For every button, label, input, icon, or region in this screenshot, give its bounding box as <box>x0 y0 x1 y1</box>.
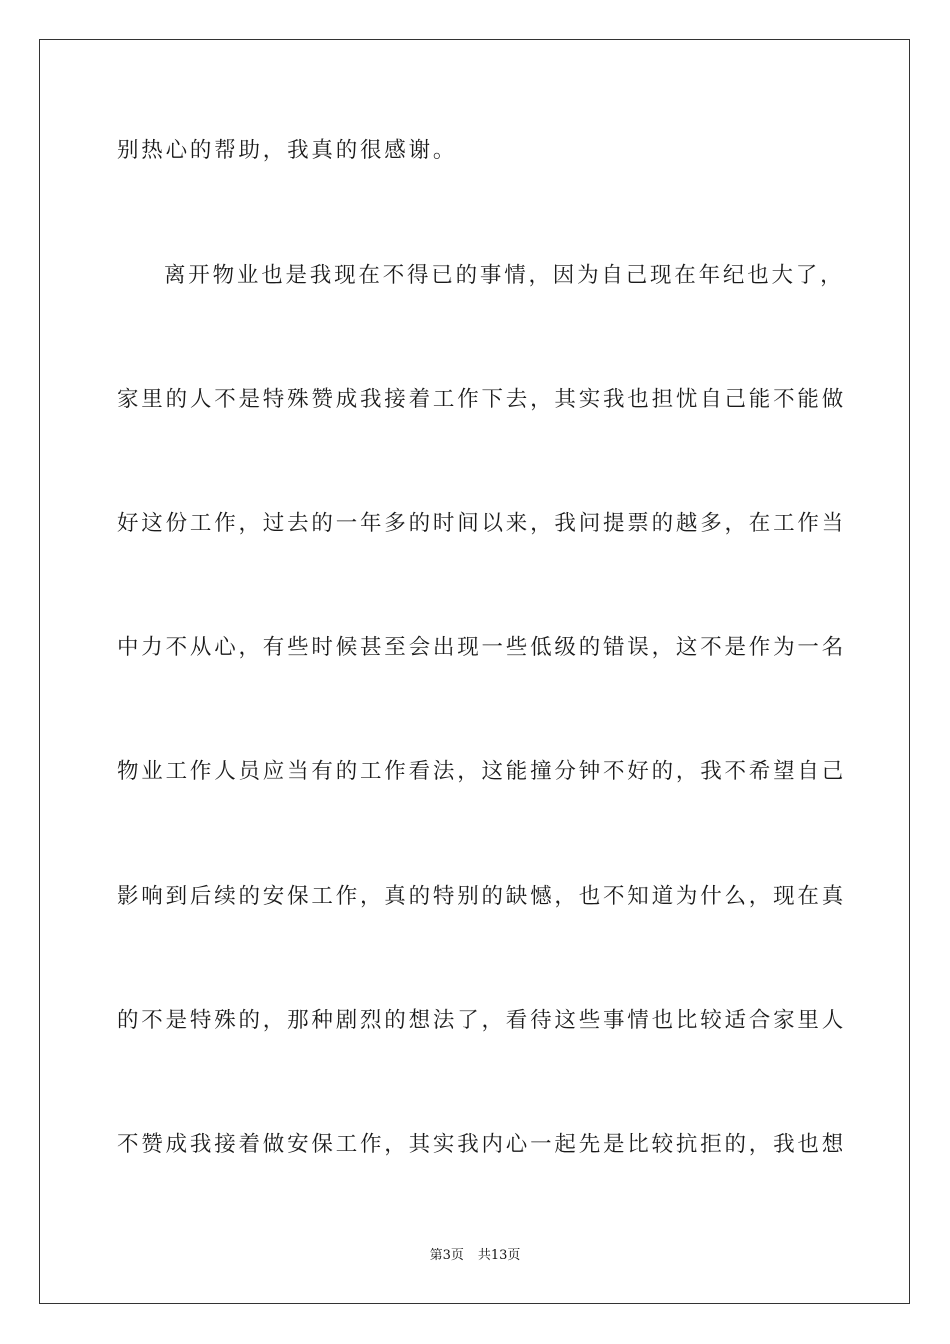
text-line: 物业工作人员应当有的工作看法，这能撞分钟不好的，我不希望自己 <box>117 759 847 784</box>
text-line: 影响到后续的安保工作，真的特别的缺憾，也不知道为什么，现在真 <box>117 884 847 909</box>
text-line: 家里的人不是特殊赞成我接着工作下去，其实我也担忧自己能不能做 <box>117 387 847 412</box>
page-total: 共13页 <box>477 1248 521 1263</box>
paragraph-first-line: 离开物业也是我现在不得已的事情，因为自己现在年纪也大了， <box>164 263 845 288</box>
page-number: 第3页 <box>429 1248 464 1263</box>
text-line: 的不是特殊的，那种剧烈的想法了，看待这些事情也比较适合家里人 <box>117 1008 847 1033</box>
page-footer <box>0 1247 950 1265</box>
page-border <box>39 39 910 1304</box>
text-line: 好这份工作，过去的一年多的时间以来，我问提票的越多，在工作当 <box>117 511 847 536</box>
text-line: 不赞成我接着做安保工作，其实我内心一起先是比较抗拒的，我也想 <box>117 1132 847 1157</box>
text-line: 别热心的帮助，我真的很感谢。 <box>117 138 458 163</box>
text-line: 中力不从心，有些时候甚至会出现一些低级的错误，这不是作为一名 <box>117 635 847 660</box>
